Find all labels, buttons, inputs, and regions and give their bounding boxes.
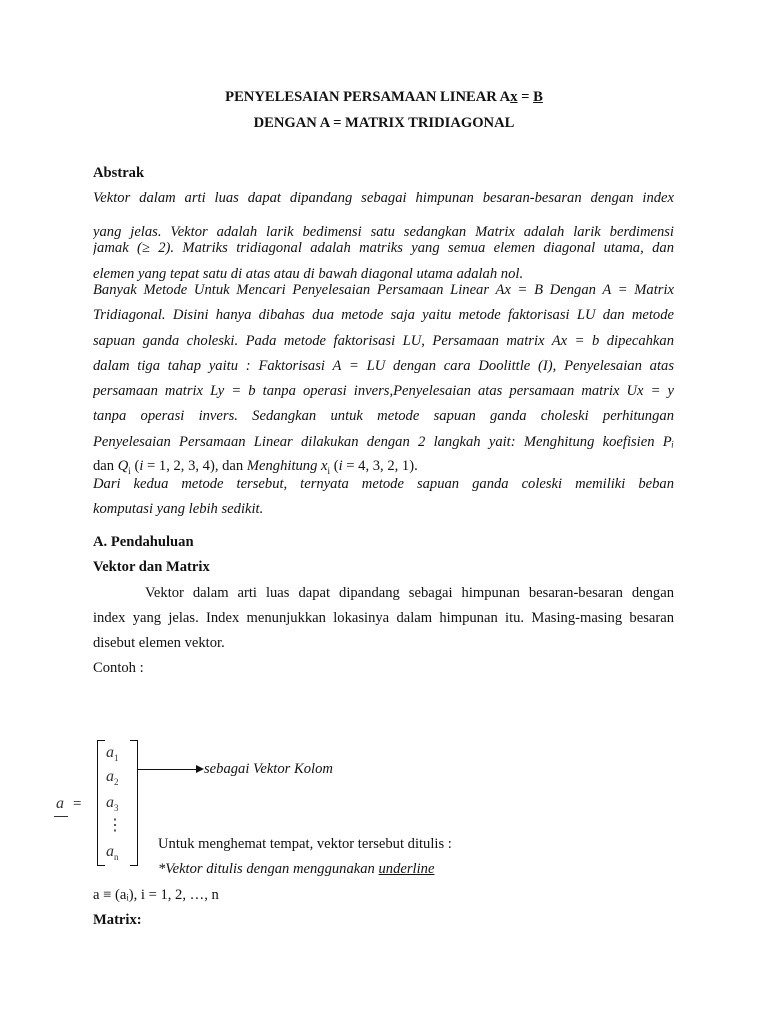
vector-element [106,794,119,813]
element-subscript: n [114,852,119,863]
text-run: i [327,465,331,476]
vector-element [106,843,119,862]
element-symbol: a [106,744,114,761]
element-subscript: 3 [114,803,119,814]
abstract-p1-line: Vektor dalam arti luas dapat dipandang sebagai himpunan besaran-besaran dengan index [93,190,674,206]
contoh-label: Contoh : [93,660,144,676]
underline-word: underline [378,861,435,877]
text-run: i [139,458,144,474]
element-symbol: a [106,843,114,860]
abstract-p2-line: Banyak Metode Untuk Mencari Penyelesaian Persamaan Linear Ax = B Dengan A = Matrix [93,282,674,298]
text-run: ( [330,458,339,474]
text-run: Q [117,458,129,474]
abstract-p2-line: sapuan ganda choleski. Pada metode faktorisasi LU, Persamaan matrix Ax = b dipecahkan [93,333,674,349]
text-run: Menghitung [246,458,322,474]
abstract-p1-line: elemen yang tepat satu di atas atau di bawah diagonal utama adalah nol. [93,266,524,282]
arrow-head-icon [196,765,204,773]
element-symbol: ⋮ [107,817,123,834]
matrix-heading: Matrix: [93,912,142,928]
abstract-p1-line: yang jelas. Vektor adalah larik bedimensi satu sedangkan Matrix adalah larik berdimensi [93,224,674,240]
body-line: Vektor dalam arti luas dapat dipandang sebagai himpunan besaran-besaran dengan [145,585,674,601]
element-symbol: a [106,768,114,785]
abstract-p2-line: tanpa operasi invers. Sedangkan untuk metode sapuan ganda choleski perhitungan [93,408,674,424]
body-line: index yang jelas. Index menunjukkan lokasinya dalam himpunan itu. Masing-masing besaran [93,610,674,626]
vector-lhs: a [56,795,64,812]
text-run: ( [130,458,140,474]
text-run: x [321,458,328,474]
text-run: dan [93,458,118,474]
element-subscript: 1 [114,753,119,764]
abstract-p2-line: Penyelesaian Persamaan Linear dilakukan dengan 2 langkah yait: Menghitung koefisien Pᵢ [93,434,674,450]
text-run: i [338,458,343,474]
vector-element [106,744,119,763]
equals-sign: = [73,796,82,812]
text-run: = 4, 3, 2, 1). [342,458,418,474]
text-run: *Vektor ditulis dengan menggunakan [158,861,379,877]
title-eq: = [517,89,534,105]
right-bracket [130,740,138,866]
abstract-heading: Abstrak [93,165,145,181]
abstract-p2-line: persamaan matrix Ly = b tanpa operasi invers,Penyelesaian atas persamaan matrix Ux = y [93,383,674,399]
left-bracket [97,740,105,866]
title-b: B [533,89,543,105]
section-subheading: Vektor dan Matrix [93,559,210,575]
note-line: Untuk menghemat tempat, vektor tersebut ditulis : [158,836,452,852]
abstract-p3-line: Dari kedua metode tersebut, ternyata metode sapuan ganda coleski memiliki beban [93,476,674,492]
title-line-2: DENGAN A = MATRIX TRIDIAGONAL [253,115,515,131]
text-run: i [128,465,131,476]
abstract-p3-line: komputasi yang lebih sedikit. [93,501,264,517]
title-x: x [510,89,518,105]
arrow-line [138,769,196,770]
vector-element-ellipsis [107,815,123,835]
abstract-p2-line: dalam tiga tahap yaitu : Faktorisasi A = LU dengan cara Doolittle (I), Penyelesaian atas [93,358,674,374]
abstract-p1-line: jamak (≥ 2). Matriks tridiagonal adalah matriks yang semua elemen diagonal utama, dan [93,240,674,256]
title-line-1 [0,88,768,106]
text-run: = 1, 2, 3, 4), dan [143,458,247,474]
note-line-2 [158,860,434,878]
body-line: disebut elemen vektor. [93,635,225,651]
vector-definition: a ≡ (aᵢ), i = 1, 2, …, n [93,887,219,903]
section-heading: A. Pendahuluan [93,534,194,550]
element-symbol: a [106,794,114,811]
title-prefix: PENYELESAIAN PERSAMAAN LINEAR A [225,89,511,105]
abstract-p2-line: Tridiagonal. Disini hanya dibahas dua metode saja yaitu metode faktorisasi LU dan metode [93,307,674,323]
element-subscript: 2 [114,777,119,788]
arrow-label: sebagai Vektor Kolom [204,761,333,777]
vector-underline [54,816,68,817]
vector-element [106,768,119,787]
